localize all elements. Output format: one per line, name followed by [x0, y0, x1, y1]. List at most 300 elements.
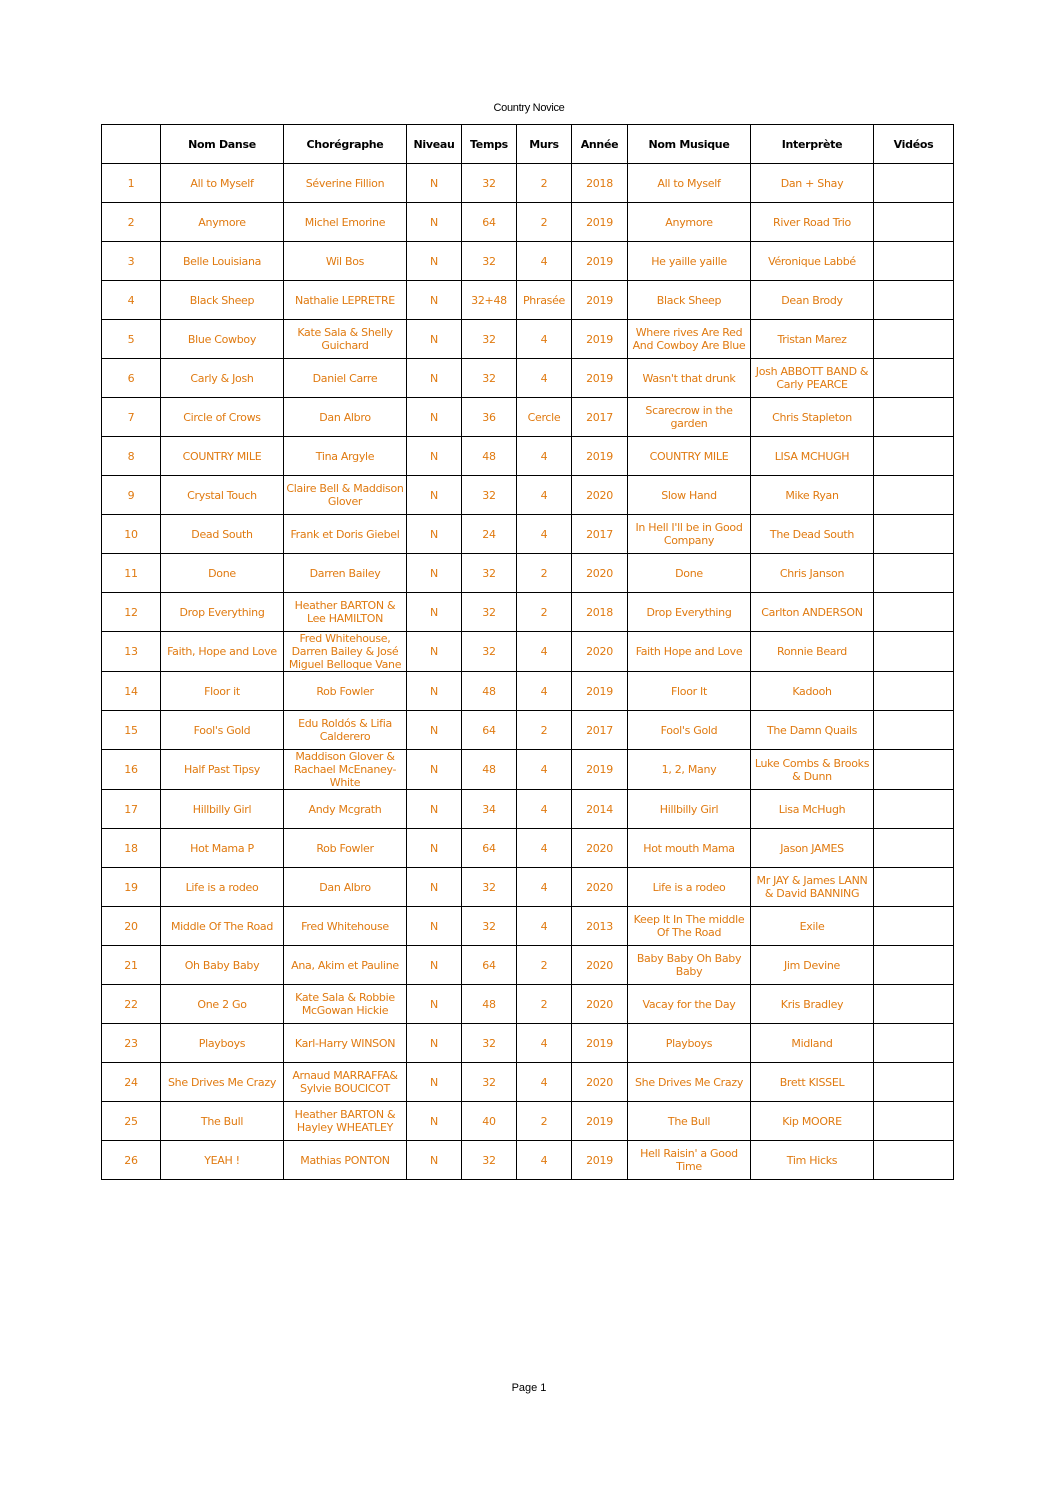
cell-number: 16 — [102, 750, 161, 790]
header-dance-name: Nom Danse — [161, 125, 284, 164]
cell-counts: 32 — [462, 632, 517, 672]
cell-choreographer: Arnaud MARRAFFA& Sylvie BOUCICOT — [284, 1063, 407, 1102]
header-walls: Murs — [517, 125, 572, 164]
dance-table — [101, 124, 954, 1180]
cell-counts: 34 — [462, 790, 517, 829]
cell-music-title: Faith Hope and Love — [628, 632, 751, 672]
cell-artist: Dan + Shay — [751, 164, 874, 203]
cell-choreographer: Karl-Harry WINSON — [284, 1024, 407, 1063]
cell-dance-name: Oh Baby Baby — [161, 946, 284, 985]
cell-year: 2018 — [572, 593, 628, 632]
cell-year: 2020 — [572, 632, 628, 672]
table-row — [102, 242, 954, 281]
cell-walls: 2 — [517, 946, 572, 985]
table-row — [102, 515, 954, 554]
cell-music-title: Wasn't that drunk — [628, 359, 751, 398]
cell-counts: 48 — [462, 437, 517, 476]
cell-number: 8 — [102, 437, 161, 476]
cell-year: 2019 — [572, 750, 628, 790]
cell-number: 19 — [102, 868, 161, 907]
cell-music-title: Scarecrow in the garden — [628, 398, 751, 437]
cell-year: 2019 — [572, 281, 628, 320]
cell-walls: 2 — [517, 1102, 572, 1141]
cell-artist: Kadooh — [751, 672, 874, 711]
cell-videos — [874, 554, 954, 593]
cell-level: N — [407, 398, 462, 437]
header-artist: Interprète — [751, 125, 874, 164]
cell-dance-name: Hillbilly Girl — [161, 790, 284, 829]
cell-artist: Jim Devine — [751, 946, 874, 985]
cell-music-title: 1, 2, Many — [628, 750, 751, 790]
cell-choreographer: Edu Roldós & Lifia Calderero — [284, 711, 407, 750]
table-row — [102, 437, 954, 476]
cell-music-title: Hot mouth Mama — [628, 829, 751, 868]
table-row — [102, 203, 954, 242]
cell-choreographer: Kate Sala & Robbie McGowan Hickie — [284, 985, 407, 1024]
cell-counts: 24 — [462, 515, 517, 554]
cell-number: 1 — [102, 164, 161, 203]
cell-choreographer: Rob Fowler — [284, 829, 407, 868]
table-row — [102, 476, 954, 515]
cell-videos — [874, 946, 954, 985]
cell-year: 2017 — [572, 398, 628, 437]
cell-videos — [874, 672, 954, 711]
cell-number: 17 — [102, 790, 161, 829]
cell-level: N — [407, 593, 462, 632]
cell-music-title: Playboys — [628, 1024, 751, 1063]
cell-year: 2019 — [572, 359, 628, 398]
cell-year: 2019 — [572, 437, 628, 476]
cell-choreographer: Rob Fowler — [284, 672, 407, 711]
cell-counts: 32 — [462, 907, 517, 946]
cell-music-title: Where rives Are Red And Cowboy Are Blue — [628, 320, 751, 359]
cell-number: 25 — [102, 1102, 161, 1141]
cell-artist: Kris Bradley — [751, 985, 874, 1024]
cell-videos — [874, 1141, 954, 1180]
cell-counts: 32 — [462, 476, 517, 515]
cell-music-title: Hell Raisin' a Good Time — [628, 1141, 751, 1180]
cell-number: 21 — [102, 946, 161, 985]
cell-dance-name: Floor it — [161, 672, 284, 711]
table-row — [102, 632, 954, 672]
header-number — [102, 125, 161, 164]
cell-dance-name: Fool's Gold — [161, 711, 284, 750]
cell-number: 24 — [102, 1063, 161, 1102]
cell-choreographer: Mathias PONTON — [284, 1141, 407, 1180]
cell-level: N — [407, 711, 462, 750]
cell-music-title: Floor It — [628, 672, 751, 711]
cell-year: 2019 — [572, 203, 628, 242]
cell-dance-name: Faith, Hope and Love — [161, 632, 284, 672]
cell-dance-name: Black Sheep — [161, 281, 284, 320]
cell-videos — [874, 985, 954, 1024]
cell-artist: Mike Ryan — [751, 476, 874, 515]
cell-level: N — [407, 476, 462, 515]
cell-counts: 32 — [462, 359, 517, 398]
cell-music-title: Life is a rodeo — [628, 868, 751, 907]
cell-artist: Jason JAMES — [751, 829, 874, 868]
cell-artist: Tristan Marez — [751, 320, 874, 359]
table-row — [102, 946, 954, 985]
cell-year: 2020 — [572, 476, 628, 515]
cell-choreographer: Kate Sala & Shelly Guichard — [284, 320, 407, 359]
cell-videos — [874, 750, 954, 790]
cell-videos — [874, 632, 954, 672]
cell-level: N — [407, 946, 462, 985]
cell-year: 2019 — [572, 320, 628, 359]
cell-year: 2018 — [572, 164, 628, 203]
cell-dance-name: Middle Of The Road — [161, 907, 284, 946]
cell-videos — [874, 281, 954, 320]
cell-music-title: Anymore — [628, 203, 751, 242]
cell-number: 13 — [102, 632, 161, 672]
cell-walls: 2 — [517, 554, 572, 593]
cell-counts: 64 — [462, 203, 517, 242]
cell-walls: 4 — [517, 829, 572, 868]
cell-walls: 4 — [517, 672, 572, 711]
cell-artist: Mr JAY & James LANN & David BANNING — [751, 868, 874, 907]
cell-music-title: Done — [628, 554, 751, 593]
cell-artist: Exile — [751, 907, 874, 946]
cell-music-title: Black Sheep — [628, 281, 751, 320]
cell-videos — [874, 868, 954, 907]
cell-music-title: He yaille yaille — [628, 242, 751, 281]
cell-choreographer: Wil Bos — [284, 242, 407, 281]
cell-level: N — [407, 985, 462, 1024]
cell-level: N — [407, 672, 462, 711]
cell-dance-name: Belle Louisiana — [161, 242, 284, 281]
cell-level: N — [407, 1141, 462, 1180]
cell-videos — [874, 476, 954, 515]
cell-music-title: Baby Baby Oh Baby Baby — [628, 946, 751, 985]
cell-level: N — [407, 907, 462, 946]
cell-year: 2019 — [572, 1141, 628, 1180]
cell-choreographer: Ana, Akim et Pauline — [284, 946, 407, 985]
cell-number: 7 — [102, 398, 161, 437]
cell-dance-name: Blue Cowboy — [161, 320, 284, 359]
cell-level: N — [407, 790, 462, 829]
cell-videos — [874, 1024, 954, 1063]
cell-level: N — [407, 1063, 462, 1102]
cell-year: 2019 — [572, 672, 628, 711]
cell-music-title: She Drives Me Crazy — [628, 1063, 751, 1102]
cell-artist: Tim Hicks — [751, 1141, 874, 1180]
cell-artist: The Damn Quails — [751, 711, 874, 750]
cell-music-title: Drop Everything — [628, 593, 751, 632]
cell-counts: 48 — [462, 672, 517, 711]
cell-level: N — [407, 632, 462, 672]
table-row — [102, 711, 954, 750]
cell-artist: Midland — [751, 1024, 874, 1063]
cell-year: 2019 — [572, 1102, 628, 1141]
cell-counts: 32 — [462, 868, 517, 907]
cell-choreographer: Daniel Carre — [284, 359, 407, 398]
cell-year: 2020 — [572, 1063, 628, 1102]
cell-choreographer: Frank et Doris Giebel — [284, 515, 407, 554]
cell-choreographer: Andy Mcgrath — [284, 790, 407, 829]
cell-dance-name: Anymore — [161, 203, 284, 242]
cell-counts: 32 — [462, 320, 517, 359]
cell-counts: 64 — [462, 711, 517, 750]
table-row — [102, 281, 954, 320]
cell-artist: Luke Combs & Brooks & Dunn — [751, 750, 874, 790]
cell-level: N — [407, 1024, 462, 1063]
cell-dance-name: Dead South — [161, 515, 284, 554]
cell-walls: 4 — [517, 1024, 572, 1063]
cell-music-title: The Bull — [628, 1102, 751, 1141]
cell-walls: Phrasée — [517, 281, 572, 320]
cell-level: N — [407, 242, 462, 281]
cell-music-title: All to Myself — [628, 164, 751, 203]
cell-number: 18 — [102, 829, 161, 868]
table-row — [102, 164, 954, 203]
cell-number: 9 — [102, 476, 161, 515]
cell-year: 2019 — [572, 242, 628, 281]
cell-artist: LISA MCHUGH — [751, 437, 874, 476]
table-row — [102, 790, 954, 829]
cell-dance-name: The Bull — [161, 1102, 284, 1141]
cell-number: 12 — [102, 593, 161, 632]
cell-videos — [874, 320, 954, 359]
cell-choreographer: Fred Whitehouse — [284, 907, 407, 946]
table-row — [102, 672, 954, 711]
cell-year: 2014 — [572, 790, 628, 829]
page-number: Page 1 — [511, 1382, 547, 1394]
table-row — [102, 1102, 954, 1141]
cell-counts: 64 — [462, 946, 517, 985]
cell-videos — [874, 242, 954, 281]
table-row — [102, 985, 954, 1024]
table-row — [102, 1024, 954, 1063]
cell-year: 2020 — [572, 829, 628, 868]
table-row — [102, 593, 954, 632]
cell-walls: 4 — [517, 868, 572, 907]
cell-counts: 48 — [462, 985, 517, 1024]
cell-dance-name: Carly & Josh — [161, 359, 284, 398]
cell-dance-name: YEAH ! — [161, 1141, 284, 1180]
header-music-title: Nom Musique — [628, 125, 751, 164]
cell-dance-name: Circle of Crows — [161, 398, 284, 437]
cell-number: 22 — [102, 985, 161, 1024]
cell-level: N — [407, 281, 462, 320]
header-year: Année — [572, 125, 628, 164]
cell-walls: 4 — [517, 437, 572, 476]
cell-walls: 2 — [517, 593, 572, 632]
cell-artist: Véronique Labbé — [751, 242, 874, 281]
cell-choreographer: Maddison Glover & Rachael McEnaney-White — [284, 750, 407, 790]
cell-number: 23 — [102, 1024, 161, 1063]
cell-choreographer: Darren Bailey — [284, 554, 407, 593]
table-row — [102, 750, 954, 790]
cell-walls: 4 — [517, 907, 572, 946]
table-row — [102, 398, 954, 437]
cell-dance-name: Playboys — [161, 1024, 284, 1063]
cell-videos — [874, 1102, 954, 1141]
cell-music-title: Hillbilly Girl — [628, 790, 751, 829]
cell-artist: River Road Trio — [751, 203, 874, 242]
cell-videos — [874, 829, 954, 868]
cell-artist: Brett KISSEL — [751, 1063, 874, 1102]
cell-choreographer: Fred Whitehouse, Darren Bailey & José Miguel Belloque Vane — [284, 632, 407, 672]
cell-number: 5 — [102, 320, 161, 359]
cell-videos — [874, 515, 954, 554]
cell-number: 2 — [102, 203, 161, 242]
cell-counts: 32 — [462, 1141, 517, 1180]
header-counts: Temps — [462, 125, 517, 164]
table-row — [102, 1141, 954, 1180]
cell-level: N — [407, 203, 462, 242]
cell-counts: 32 — [462, 593, 517, 632]
page-title: Country Novice — [493, 102, 565, 114]
cell-choreographer: Heather BARTON & Hayley WHEATLEY — [284, 1102, 407, 1141]
cell-level: N — [407, 554, 462, 593]
cell-walls: 4 — [517, 320, 572, 359]
table-row — [102, 1063, 954, 1102]
cell-dance-name: Done — [161, 554, 284, 593]
cell-number: 11 — [102, 554, 161, 593]
cell-number: 26 — [102, 1141, 161, 1180]
cell-choreographer: Heather BARTON & Lee HAMILTON — [284, 593, 407, 632]
cell-number: 4 — [102, 281, 161, 320]
cell-number: 15 — [102, 711, 161, 750]
cell-year: 2013 — [572, 907, 628, 946]
cell-counts: 40 — [462, 1102, 517, 1141]
table-row — [102, 907, 954, 946]
cell-level: N — [407, 437, 462, 476]
cell-choreographer: Claire Bell & Maddison Glover — [284, 476, 407, 515]
cell-dance-name: One 2 Go — [161, 985, 284, 1024]
cell-artist: Lisa McHugh — [751, 790, 874, 829]
cell-year: 2017 — [572, 711, 628, 750]
cell-walls: 2 — [517, 711, 572, 750]
cell-walls: 4 — [517, 1141, 572, 1180]
cell-walls: 2 — [517, 985, 572, 1024]
cell-artist: The Dead South — [751, 515, 874, 554]
cell-artist: Kip MOORE — [751, 1102, 874, 1141]
table-row — [102, 320, 954, 359]
cell-dance-name: Drop Everything — [161, 593, 284, 632]
cell-level: N — [407, 829, 462, 868]
cell-videos — [874, 203, 954, 242]
cell-dance-name: COUNTRY MILE — [161, 437, 284, 476]
header-choreographer: Chorégraphe — [284, 125, 407, 164]
cell-counts: 48 — [462, 750, 517, 790]
cell-videos — [874, 711, 954, 750]
cell-dance-name: Crystal Touch — [161, 476, 284, 515]
cell-level: N — [407, 320, 462, 359]
cell-level: N — [407, 515, 462, 554]
cell-videos — [874, 164, 954, 203]
cell-artist: Chris Janson — [751, 554, 874, 593]
cell-level: N — [407, 868, 462, 907]
cell-level: N — [407, 1102, 462, 1141]
cell-level: N — [407, 750, 462, 790]
cell-walls: 2 — [517, 203, 572, 242]
cell-artist: Josh ABBOTT BAND & Carly PEARCE — [751, 359, 874, 398]
header-videos: Vidéos — [874, 125, 954, 164]
table-row — [102, 868, 954, 907]
cell-level: N — [407, 164, 462, 203]
cell-music-title: Fool's Gold — [628, 711, 751, 750]
cell-artist: Ronnie Beard — [751, 632, 874, 672]
cell-videos — [874, 437, 954, 476]
cell-counts: 36 — [462, 398, 517, 437]
cell-year: 2020 — [572, 554, 628, 593]
cell-dance-name: All to Myself — [161, 164, 284, 203]
cell-counts: 32 — [462, 1024, 517, 1063]
cell-videos — [874, 1063, 954, 1102]
cell-walls: 2 — [517, 164, 572, 203]
cell-counts: 64 — [462, 829, 517, 868]
cell-artist: Carlton ANDERSON — [751, 593, 874, 632]
cell-year: 2017 — [572, 515, 628, 554]
cell-dance-name: She Drives Me Crazy — [161, 1063, 284, 1102]
cell-videos — [874, 593, 954, 632]
cell-music-title: Vacay for the Day — [628, 985, 751, 1024]
cell-year: 2020 — [572, 985, 628, 1024]
cell-walls: 4 — [517, 242, 572, 281]
cell-walls: 4 — [517, 359, 572, 398]
cell-choreographer: Nathalie LEPRETRE — [284, 281, 407, 320]
cell-counts: 32 — [462, 1063, 517, 1102]
cell-dance-name: Half Past Tipsy — [161, 750, 284, 790]
cell-music-title: In Hell I'll be in Good Company — [628, 515, 751, 554]
cell-year: 2020 — [572, 946, 628, 985]
cell-number: 14 — [102, 672, 161, 711]
cell-walls: 4 — [517, 632, 572, 672]
cell-dance-name: Life is a rodeo — [161, 868, 284, 907]
cell-counts: 32+48 — [462, 281, 517, 320]
cell-walls: 4 — [517, 1063, 572, 1102]
cell-number: 20 — [102, 907, 161, 946]
cell-walls: 4 — [517, 515, 572, 554]
cell-number: 10 — [102, 515, 161, 554]
cell-choreographer: Michel Emorine — [284, 203, 407, 242]
cell-walls: 4 — [517, 476, 572, 515]
cell-number: 6 — [102, 359, 161, 398]
cell-choreographer: Tina Argyle — [284, 437, 407, 476]
cell-dance-name: Hot Mama P — [161, 829, 284, 868]
cell-choreographer: Dan Albro — [284, 868, 407, 907]
cell-walls: 4 — [517, 790, 572, 829]
cell-year: 2019 — [572, 1024, 628, 1063]
table-row — [102, 554, 954, 593]
header-row — [102, 125, 954, 164]
cell-music-title: COUNTRY MILE — [628, 437, 751, 476]
cell-videos — [874, 907, 954, 946]
table-row — [102, 829, 954, 868]
cell-counts: 32 — [462, 164, 517, 203]
cell-walls: 4 — [517, 750, 572, 790]
cell-videos — [874, 790, 954, 829]
cell-choreographer: Séverine Fillion — [284, 164, 407, 203]
cell-videos — [874, 398, 954, 437]
cell-year: 2020 — [572, 868, 628, 907]
cell-level: N — [407, 359, 462, 398]
cell-music-title: Slow Hand — [628, 476, 751, 515]
cell-choreographer: Dan Albro — [284, 398, 407, 437]
cell-counts: 32 — [462, 554, 517, 593]
cell-number: 3 — [102, 242, 161, 281]
cell-artist: Dean Brody — [751, 281, 874, 320]
cell-videos — [874, 359, 954, 398]
table-row — [102, 359, 954, 398]
header-level: Niveau — [407, 125, 462, 164]
cell-counts: 32 — [462, 242, 517, 281]
cell-walls: Cercle — [517, 398, 572, 437]
cell-artist: Chris Stapleton — [751, 398, 874, 437]
cell-music-title: Keep It In The middle Of The Road — [628, 907, 751, 946]
